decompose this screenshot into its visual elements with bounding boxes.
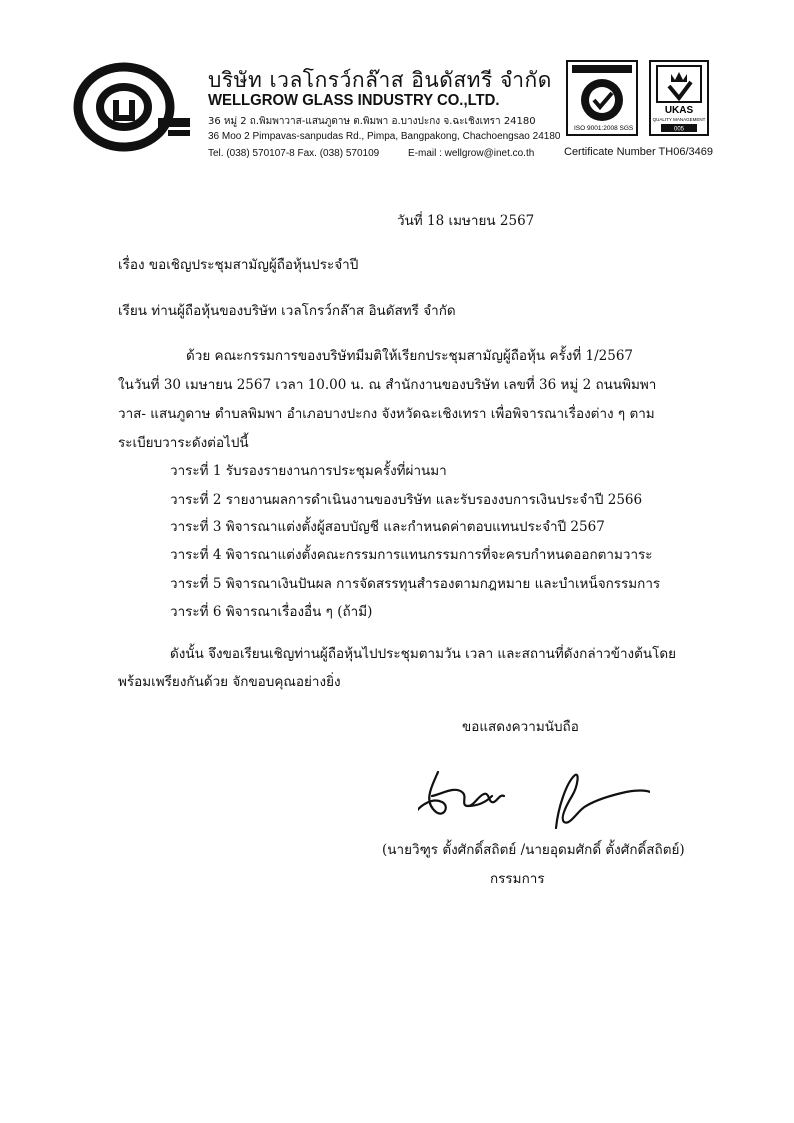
agenda-item: วาระที่ 5 พิจารณาเงินปันผล การจัดสรรทุนสำรองตามกฎหมาย และบำเหน็จกรรมการ xyxy=(170,576,661,592)
intro-line: ระเบียบวาระดังต่อไปนี้ xyxy=(118,435,249,451)
ukas-number: 005 xyxy=(673,126,685,133)
intro-line: ในวันที่ 30 เมษายน 2567 เวลา 10.00 น. ณ สำนักงานของบริษัท เลขที่ 36 หมู่ 2 ถนนพิมพา xyxy=(118,377,657,393)
certificate-number: Certificate Number TH06/3469 xyxy=(564,146,713,158)
intro-line: ด้วย คณะกรรมการของบริษัทมีมติให้เรียกประชุมสามัญผู้ถือหุ้น ครั้งที่ 1/2567 xyxy=(186,348,634,364)
closing-line: ดังนั้น จึงขอเรียนเชิญท่านผู้ถือหุ้นไปประชุมตามวัน เวลา และสถานที่ดังกล่าวข้างต้นโดย xyxy=(170,646,677,662)
ukas-text: UKAS xyxy=(664,105,694,116)
email-address: E-mail : wellgrow@inet.co.th xyxy=(408,148,535,159)
company-name-english: WELLGROW GLASS INDUSTRY CO.,LTD. xyxy=(208,92,500,109)
letter-recipient: เรียน ท่านผู้ถือหุ้นของบริษัท เวลโกรว์กล๊าส อินดัสทรี จำกัด xyxy=(118,303,456,319)
sgs-text: ISO 9001:2008 SGS xyxy=(574,125,634,132)
letter-subject: เรื่อง ขอเชิญประชุมสามัญผู้ถือหุ้นประจำปี xyxy=(118,257,359,273)
letter-date: วันที่ 18 เมษายน 2567 xyxy=(397,213,535,229)
signatures xyxy=(418,766,650,834)
regards-text: ขอแสดงความนับถือ xyxy=(462,719,579,735)
signer-position: กรรมการ xyxy=(490,871,545,887)
company-logo xyxy=(72,60,194,154)
phone-fax: Tel. (038) 570107-8 Fax. (038) 570109 xyxy=(208,148,380,159)
address-thai: 36 หมู่ 2 ถ.พิมพาวาส-แสนภูดาษ ต.พิมพา อ.บางปะกง จ.ฉะเชิงเทรา 24180 xyxy=(208,116,536,127)
intro-line: วาส- แสนภูดาษ ตำบลพิมพา อำเภอบางปะกง จังหวัดฉะเชิงเทรา เพื่อพิจารณาเรื่องต่าง ๆ ตาม xyxy=(118,406,655,422)
ukas-certification-badge xyxy=(649,60,709,136)
agenda-item: วาระที่ 6 พิจารณาเรื่องอื่น ๆ (ถ้ามี) xyxy=(170,604,373,620)
agenda-item: วาระที่ 1 รับรองรายงานการประชุมครั้งที่ผ่านมา xyxy=(170,463,447,479)
agenda-item: วาระที่ 4 พิจารณาแต่งตั้งคณะกรรมการแทนกรรมการที่จะครบกำหนดออกตามวาระ xyxy=(170,547,653,563)
sgs-certification-badge xyxy=(566,60,638,136)
ukas-subtext: QUALITY MANAGEMENT xyxy=(652,117,706,122)
company-name-thai: บริษัท เวลโกรว์กล๊าส อินดัสทรี จำกัด xyxy=(208,68,552,92)
agenda-item: วาระที่ 2 รายงานผลการดำเนินงานของบริษัท และรับรองงบการเงินประจำปี 2566 xyxy=(170,492,643,508)
signer-names: (นายวิฑูร ตั้งศักดิ์สถิตย์ /นายอุดมศักดิ์ ตั้งศักดิ์สถิตย์) xyxy=(382,842,685,858)
address-english: 36 Moo 2 Pimpavas-sanpudas Rd., Pimpa, Bangpakong, Chachoengsao 24180 xyxy=(208,131,561,142)
closing-line: พร้อมเพรียงกันด้วย จักขอบคุณอย่างยิ่ง xyxy=(118,674,341,690)
agenda-item: วาระที่ 3 พิจารณาแต่งตั้งผู้สอบบัญชี และกำหนดค่าตอบแทนประจำปี 2567 xyxy=(170,519,605,535)
